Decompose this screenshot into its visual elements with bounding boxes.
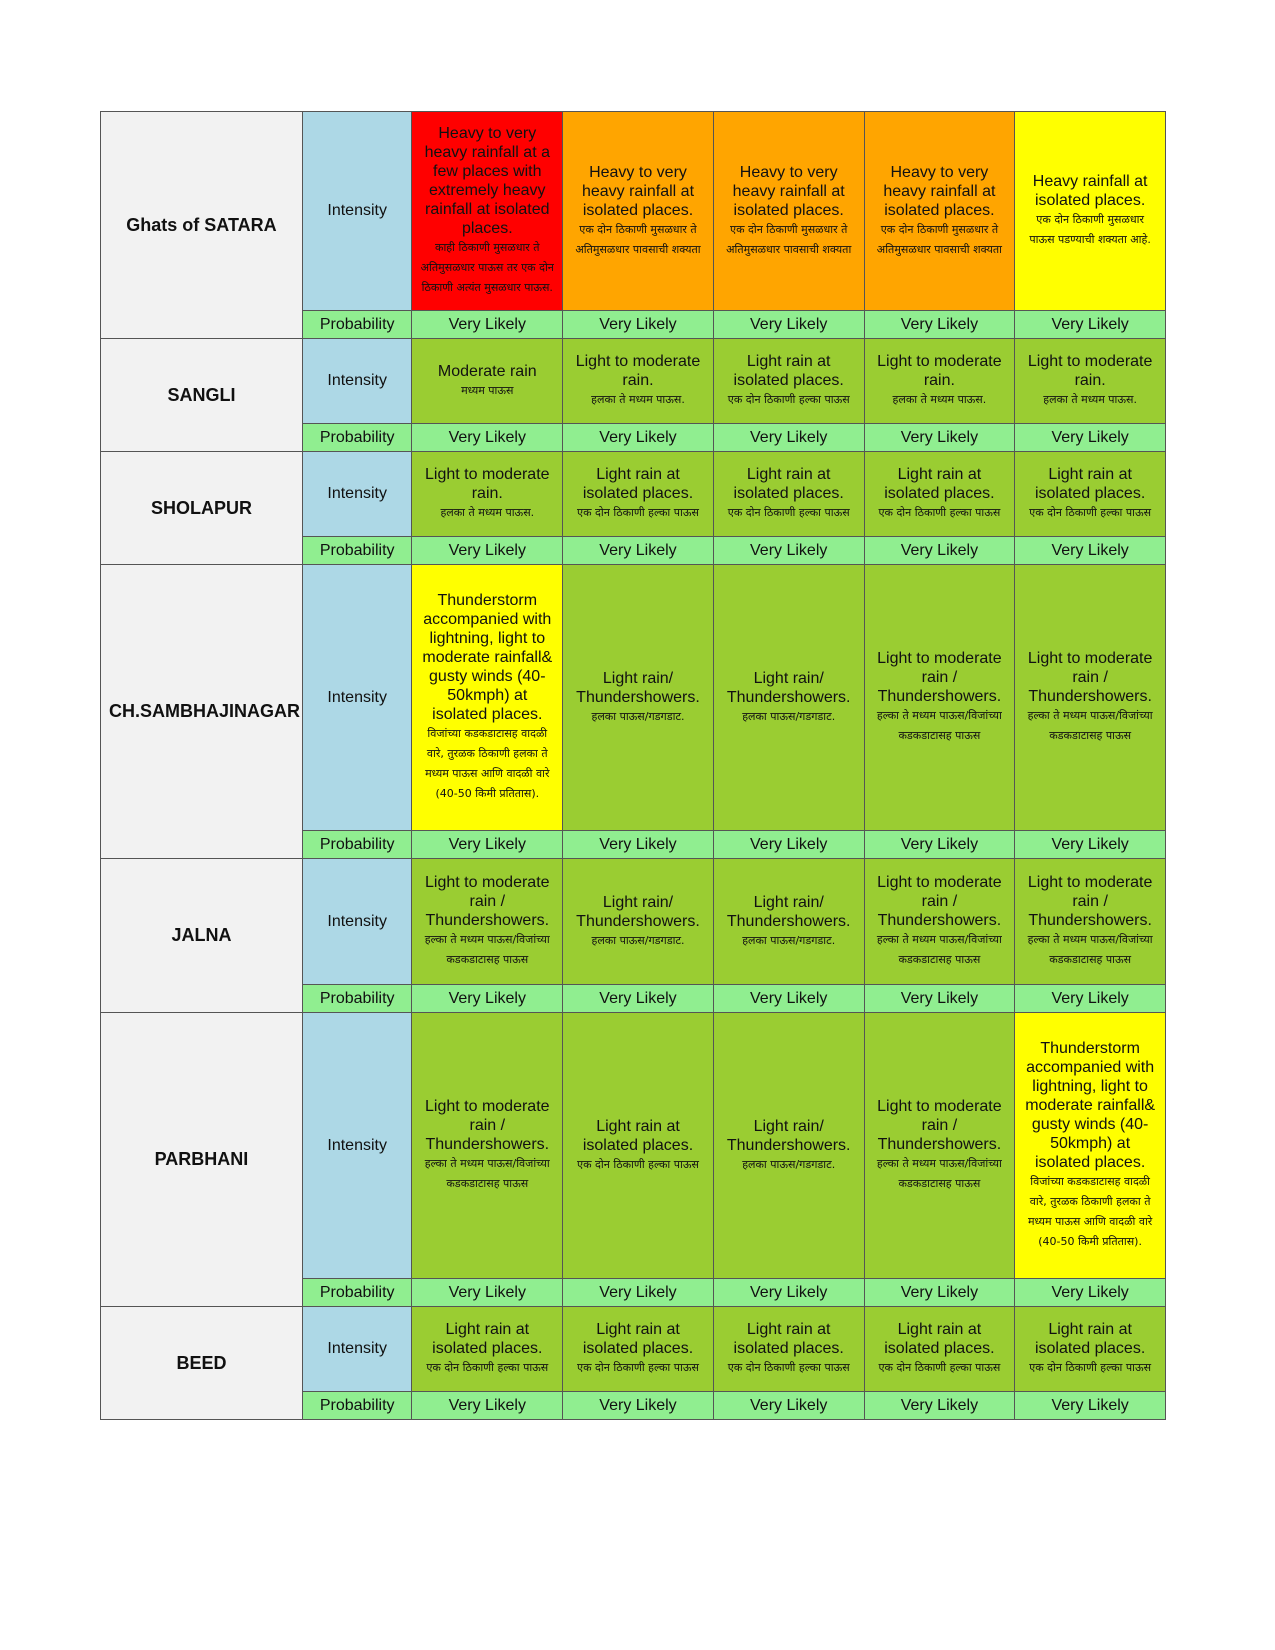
intensity-cell bbox=[412, 112, 563, 311]
intensity-text-mr: एक दोन ठिकाणी मुसळधार पाऊस पडण्याची शक्यता आहे. bbox=[1029, 213, 1151, 246]
intensity-text-en: Light rain at isolated places. bbox=[884, 1321, 995, 1357]
intensity-text-en: Light to moderate rain / Thundershowers. bbox=[877, 874, 1002, 929]
intensity-cell bbox=[563, 565, 714, 831]
probability-cell: Very Likely bbox=[864, 831, 1015, 859]
intensity-text-en: Heavy to very heavy rainfall at isolated places. bbox=[732, 163, 845, 219]
intensity-cell bbox=[864, 565, 1015, 831]
intensity-cell bbox=[412, 1307, 563, 1392]
probability-cell: Very Likely bbox=[1015, 1392, 1166, 1420]
intensity-text-mr: एक दोन ठिकाणी हल्का पाऊस bbox=[727, 393, 850, 406]
district-intensity-row bbox=[101, 112, 1166, 311]
district-name: SHOLAPUR bbox=[101, 452, 303, 565]
intensity-cell bbox=[864, 859, 1015, 985]
probability-cell: Very Likely bbox=[713, 311, 864, 339]
probability-cell: Very Likely bbox=[864, 1392, 1015, 1420]
intensity-text-en: Light rain at isolated places. bbox=[1034, 1321, 1146, 1357]
intensity-cell bbox=[713, 112, 864, 311]
probability-cell: Very Likely bbox=[412, 424, 563, 452]
intensity-cell bbox=[864, 1013, 1015, 1279]
intensity-cell bbox=[412, 565, 563, 831]
intensity-label: Intensity bbox=[302, 1307, 412, 1392]
district-name: SANGLI bbox=[101, 339, 303, 452]
probability-label: Probability bbox=[302, 1392, 412, 1420]
probability-cell: Very Likely bbox=[864, 985, 1015, 1013]
probability-cell: Very Likely bbox=[864, 311, 1015, 339]
intensity-text-en: Light rain/ Thundershowers. bbox=[576, 669, 700, 706]
intensity-text-en: Light to moderate rain. bbox=[425, 466, 550, 502]
intensity-text-en: Heavy to very heavy rainfall at isolated places. bbox=[883, 163, 996, 219]
intensity-cell bbox=[864, 1307, 1015, 1392]
intensity-text-mr: हलका पाऊस/गडगडाट. bbox=[742, 1157, 836, 1171]
intensity-text-en: Light to moderate rain / Thundershowers. bbox=[1027, 874, 1153, 929]
intensity-text-mr: विजांच्या कडकडाटासह वादळी वारे, तुरळक ठिकाणी हलका ते मध्यम पाऊस आणि वादळी वारे (40-50 किमी प्रतितास). bbox=[1027, 1175, 1153, 1248]
intensity-text-en: Light to moderate rain / Thundershowers. bbox=[425, 1098, 550, 1153]
probability-label: Probability bbox=[302, 1279, 412, 1307]
intensity-text-mr: हल्का ते मध्यम पाऊस/विजांच्या कडकडाटासह पाऊस bbox=[1027, 933, 1153, 966]
intensity-text-mr: एक दोन ठिकाणी हल्का पाऊस bbox=[577, 506, 699, 519]
intensity-label: Intensity bbox=[302, 339, 412, 424]
intensity-text-en: Light rain at isolated places. bbox=[884, 466, 995, 502]
district-intensity-row bbox=[101, 339, 1166, 424]
intensity-text-mr: हल्का ते मध्यम पाऊस/विजांच्या कडकडाटासह पाऊस bbox=[876, 933, 1002, 966]
probability-cell: Very Likely bbox=[713, 424, 864, 452]
intensity-text-mr: हलका ते मध्यम पाऊस. bbox=[1043, 393, 1137, 406]
intensity-cell bbox=[412, 859, 563, 985]
probability-cell: Very Likely bbox=[412, 831, 563, 859]
probability-cell: Very Likely bbox=[1015, 537, 1166, 565]
intensity-cell bbox=[563, 1013, 714, 1279]
intensity-text-en: Light rain/ Thundershowers. bbox=[726, 1117, 851, 1154]
intensity-text-en: Light rain at isolated places. bbox=[733, 1321, 844, 1357]
intensity-text-en: Light rain at isolated places. bbox=[582, 1321, 694, 1357]
intensity-text-mr: हलका ते मध्यम पाऊस. bbox=[440, 506, 535, 519]
intensity-cell bbox=[864, 452, 1015, 537]
district-intensity-row bbox=[101, 1013, 1166, 1279]
intensity-text-mr: काही ठिकाणी मुसळधार ते अतिमुसळधार पाऊस तर एक दोन ठिकाणी अत्यंत मुसळधार पाऊस. bbox=[420, 241, 554, 294]
intensity-text-mr: हल्का ते मध्यम पाऊस/विजांच्या कडकडाटासह पाऊस bbox=[1027, 709, 1153, 742]
intensity-cell bbox=[864, 339, 1015, 424]
intensity-text-mr: एक दोन ठिकाणी हल्का पाऊस bbox=[727, 1361, 850, 1374]
intensity-cell bbox=[1015, 339, 1166, 424]
intensity-text-mr: एक दोन ठिकाणी हल्का पाऊस bbox=[577, 1361, 699, 1374]
intensity-cell bbox=[713, 339, 864, 424]
intensity-cell bbox=[864, 112, 1015, 311]
probability-cell: Very Likely bbox=[1015, 831, 1166, 859]
probability-cell: Very Likely bbox=[412, 311, 563, 339]
intensity-cell bbox=[412, 339, 563, 424]
intensity-text-en: Light to moderate rain. bbox=[877, 353, 1002, 389]
probability-label: Probability bbox=[302, 424, 412, 452]
intensity-text-en: Light rain at isolated places. bbox=[733, 466, 844, 502]
intensity-text-en: Light rain/ Thundershowers. bbox=[576, 893, 700, 930]
probability-cell: Very Likely bbox=[412, 1392, 563, 1420]
intensity-text-en: Light to moderate rain / Thundershowers. bbox=[877, 1098, 1002, 1153]
intensity-cell bbox=[563, 339, 714, 424]
intensity-text-en: Light rain at isolated places. bbox=[1034, 466, 1146, 502]
intensity-cell bbox=[563, 452, 714, 537]
intensity-cell bbox=[1015, 1307, 1166, 1392]
intensity-text-mr: एक दोन ठिकाणी हल्का पाऊस bbox=[878, 1361, 1001, 1374]
intensity-text-mr: हलका ते मध्यम पाऊस. bbox=[591, 393, 685, 406]
intensity-cell bbox=[1015, 859, 1166, 985]
probability-cell: Very Likely bbox=[713, 537, 864, 565]
probability-cell: Very Likely bbox=[1015, 311, 1166, 339]
intensity-text-mr: हल्का ते मध्यम पाऊस/विजांच्या कडकडाटासह पाऊस bbox=[424, 933, 550, 966]
intensity-text-en: Light rain at isolated places. bbox=[432, 1321, 543, 1357]
probability-cell: Very Likely bbox=[412, 537, 563, 565]
intensity-text-en: Heavy to very heavy rainfall at isolated places. bbox=[581, 163, 695, 219]
intensity-text-mr: हलका पाऊस/गडगडाट. bbox=[591, 709, 685, 723]
intensity-text-mr: एक दोन ठिकाणी मुसळधार ते अतिमुसळधार पावसाची शक्यता bbox=[876, 222, 1002, 256]
probability-cell: Very Likely bbox=[864, 1279, 1015, 1307]
district-name: JALNA bbox=[101, 859, 303, 1013]
probability-cell: Very Likely bbox=[563, 424, 714, 452]
intensity-text-mr: एक दोन ठिकाणी हल्का पाऊस bbox=[426, 1361, 549, 1374]
forecast-table bbox=[100, 111, 1166, 1420]
intensity-text-mr: हलका पाऊस/गडगडाट. bbox=[591, 933, 685, 947]
intensity-text-mr: एक दोन ठिकाणी हल्का पाऊस bbox=[878, 506, 1001, 519]
probability-cell: Very Likely bbox=[1015, 1279, 1166, 1307]
probability-cell: Very Likely bbox=[563, 985, 714, 1013]
intensity-cell bbox=[713, 859, 864, 985]
forecast-body bbox=[101, 112, 1166, 1420]
intensity-cell bbox=[713, 565, 864, 831]
intensity-text-en: Thunderstorm accompanied with lightning, light to moderate rainfall& gusty winds (40-50kmph) at isolated places. bbox=[422, 592, 553, 723]
district-name: Ghats of SATARA bbox=[101, 112, 303, 339]
district-intensity-row bbox=[101, 452, 1166, 537]
probability-cell: Very Likely bbox=[864, 537, 1015, 565]
intensity-text-mr: हलका पाऊस/गडगडाट. bbox=[742, 709, 836, 723]
intensity-text-en: Light rain/ Thundershowers. bbox=[726, 893, 851, 930]
intensity-text-mr: एक दोन ठिकाणी हल्का पाऊस bbox=[577, 1157, 699, 1171]
intensity-cell bbox=[563, 859, 714, 985]
probability-cell: Very Likely bbox=[412, 985, 563, 1013]
intensity-cell bbox=[563, 1307, 714, 1392]
intensity-cell bbox=[1015, 565, 1166, 831]
district-name: CH.SAMBHAJINAGAR bbox=[101, 565, 303, 859]
intensity-cell bbox=[563, 112, 714, 311]
probability-cell: Very Likely bbox=[563, 311, 714, 339]
intensity-label: Intensity bbox=[302, 112, 412, 311]
district-name: BEED bbox=[101, 1307, 303, 1420]
intensity-label: Intensity bbox=[302, 1013, 412, 1279]
intensity-cell bbox=[1015, 112, 1166, 311]
intensity-text-en: Light to moderate rain / Thundershowers. bbox=[1027, 650, 1153, 705]
probability-cell: Very Likely bbox=[563, 1279, 714, 1307]
intensity-label: Intensity bbox=[302, 565, 412, 831]
intensity-text-en: Moderate rain bbox=[437, 362, 537, 380]
intensity-text-en: Thunderstorm accompanied with lightning, light to moderate rainfall& gusty winds (40-50kmph) at isolated places. bbox=[1025, 1040, 1156, 1171]
intensity-text-en: Light rain at isolated places. bbox=[733, 353, 844, 389]
intensity-text-en: Light to moderate rain. bbox=[575, 353, 701, 389]
intensity-cell bbox=[1015, 452, 1166, 537]
intensity-text-mr: हल्का ते मध्यम पाऊस/विजांच्या कडकडाटासह पाऊस bbox=[876, 709, 1002, 742]
probability-cell: Very Likely bbox=[563, 1392, 714, 1420]
district-intensity-row bbox=[101, 565, 1166, 831]
probability-cell: Very Likely bbox=[1015, 985, 1166, 1013]
intensity-label: Intensity bbox=[302, 452, 412, 537]
probability-cell: Very Likely bbox=[713, 1279, 864, 1307]
intensity-text-mr: एक दोन ठिकाणी हल्का पाऊस bbox=[727, 506, 850, 519]
intensity-cell bbox=[412, 1013, 563, 1279]
probability-cell: Very Likely bbox=[864, 424, 1015, 452]
intensity-text-mr: एक दोन ठिकाणी मुसळधार ते अतिमुसळधार पावसाची शक्यता bbox=[726, 222, 852, 256]
intensity-text-en: Light to moderate rain / Thundershowers. bbox=[877, 650, 1002, 705]
district-name: PARBHANI bbox=[101, 1013, 303, 1307]
probability-label: Probability bbox=[302, 311, 412, 339]
intensity-text-mr: हलका पाऊस/गडगडाट. bbox=[742, 933, 836, 947]
probability-cell: Very Likely bbox=[563, 537, 714, 565]
probability-label: Probability bbox=[302, 537, 412, 565]
probability-label: Probability bbox=[302, 985, 412, 1013]
intensity-text-en: Light rain/ Thundershowers. bbox=[726, 669, 851, 706]
intensity-text-mr: एक दोन ठिकाणी हल्का पाऊस bbox=[1029, 506, 1152, 519]
intensity-text-en: Light rain at isolated places. bbox=[582, 466, 694, 502]
probability-cell: Very Likely bbox=[412, 1279, 563, 1307]
intensity-cell bbox=[713, 1013, 864, 1279]
probability-label: Probability bbox=[302, 831, 412, 859]
probability-cell: Very Likely bbox=[713, 1392, 864, 1420]
intensity-cell bbox=[1015, 1013, 1166, 1279]
intensity-text-mr: हलका ते मध्यम पाऊस. bbox=[892, 393, 987, 406]
district-intensity-row bbox=[101, 859, 1166, 985]
probability-cell: Very Likely bbox=[713, 985, 864, 1013]
intensity-label: Intensity bbox=[302, 859, 412, 985]
intensity-text-mr: एक दोन ठिकाणी मुसळधार ते अतिमुसळधार पावसाची शक्यता bbox=[575, 222, 701, 256]
intensity-text-en: Heavy to very heavy rainfall at a few places with extremely heavy rainfall at isolated places. bbox=[424, 125, 550, 237]
intensity-cell bbox=[713, 452, 864, 537]
intensity-text-mr: हल्का ते मध्यम पाऊस/विजांच्या कडकडाटासह पाऊस bbox=[424, 1157, 550, 1190]
probability-cell: Very Likely bbox=[563, 831, 714, 859]
intensity-cell bbox=[412, 452, 563, 537]
intensity-cell bbox=[713, 1307, 864, 1392]
intensity-text-en: Light to moderate rain. bbox=[1027, 353, 1153, 389]
intensity-text-en: Light to moderate rain / Thundershowers. bbox=[425, 874, 550, 929]
intensity-text-mr: विजांच्या कडकडाटासह वादळी वारे, तुरळक ठिकाणी हलका ते मध्यम पाऊस आणि वादळी वारे (40-50 किमी प्रतितास). bbox=[425, 727, 550, 800]
intensity-text-en: Light rain at isolated places. bbox=[582, 1117, 694, 1154]
intensity-text-en: Heavy rainfall at isolated places. bbox=[1032, 173, 1148, 209]
district-intensity-row bbox=[101, 1307, 1166, 1392]
intensity-text-mr: एक दोन ठिकाणी हल्का पाऊस bbox=[1029, 1361, 1152, 1374]
intensity-text-mr: हल्का ते मध्यम पाऊस/विजांच्या कडकडाटासह पाऊस bbox=[876, 1157, 1002, 1190]
intensity-text-mr: मध्यम पाऊस bbox=[461, 383, 514, 397]
probability-cell: Very Likely bbox=[713, 831, 864, 859]
probability-cell: Very Likely bbox=[1015, 424, 1166, 452]
